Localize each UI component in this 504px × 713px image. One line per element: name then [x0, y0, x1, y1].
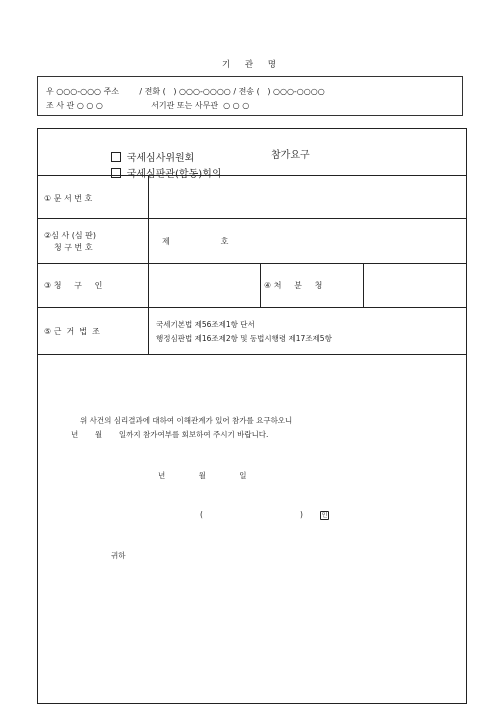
participation-request-form: [37, 128, 467, 704]
row-divider: [38, 263, 466, 264]
body-text-line-1: 위 사건의 심리결과에 대하여 이해관계가 있어 참가를 요구하오니: [80, 416, 293, 425]
seal-mark: 인: [321, 512, 328, 519]
option-tribunal-meeting[interactable]: [98, 154, 221, 191]
address-box: [37, 76, 463, 116]
label-claim-number-2: 청 구 번 호: [54, 243, 93, 252]
label-claim-number: ②심 사 (심 판): [44, 231, 96, 240]
label-disposing-office: ④ 처 분 청: [264, 281, 323, 290]
legal-basis-line-1: 국세기본법 제56조제1항 단서: [156, 320, 255, 329]
sender-open-paren: (: [200, 510, 203, 519]
option-label: 국세심판관(합동)회의: [126, 169, 222, 180]
seal-icon: [320, 510, 329, 520]
column-divider: [363, 263, 364, 307]
issue-date: 년 월 일: [158, 471, 247, 480]
agency-name: 기 관 명: [221, 60, 283, 70]
form-title: 참가요구: [271, 150, 310, 161]
column-divider: [260, 263, 261, 307]
label-document-number: ① 문 서 번 호: [44, 194, 93, 203]
legal-basis-line-2: 행정심판법 제16조제2항 및 동법시행령 제17조제5항: [156, 334, 332, 343]
body-text-line-2: 년 월 일까지 참가여부를 회보하여 주시기 바랍니다.: [71, 430, 269, 439]
label-claimant: ③ 청 구 인: [44, 281, 103, 290]
address-line: 우 ○○○-○○○ 주소 / 전화 ( ) ○○○-○○○○ / 전송 ( ) ○○○-○○○○: [46, 87, 325, 96]
claim-number-value: 제 호: [162, 237, 229, 246]
column-divider: [148, 175, 149, 354]
checkbox-icon[interactable]: [111, 168, 121, 178]
option-label: 국세심사위원회: [126, 153, 195, 164]
label-legal-basis: ⑤ 근 거 법 조: [44, 327, 100, 336]
sender-close-paren: ): [300, 510, 303, 519]
row-divider: [38, 218, 466, 219]
recipient-label: 귀하: [111, 551, 126, 560]
row-divider: [38, 354, 466, 355]
row-divider: [38, 307, 466, 308]
inspector-line: 조 사 관 ○ ○ ○ 서기관 또는 사무관 ○ ○ ○: [46, 101, 250, 110]
